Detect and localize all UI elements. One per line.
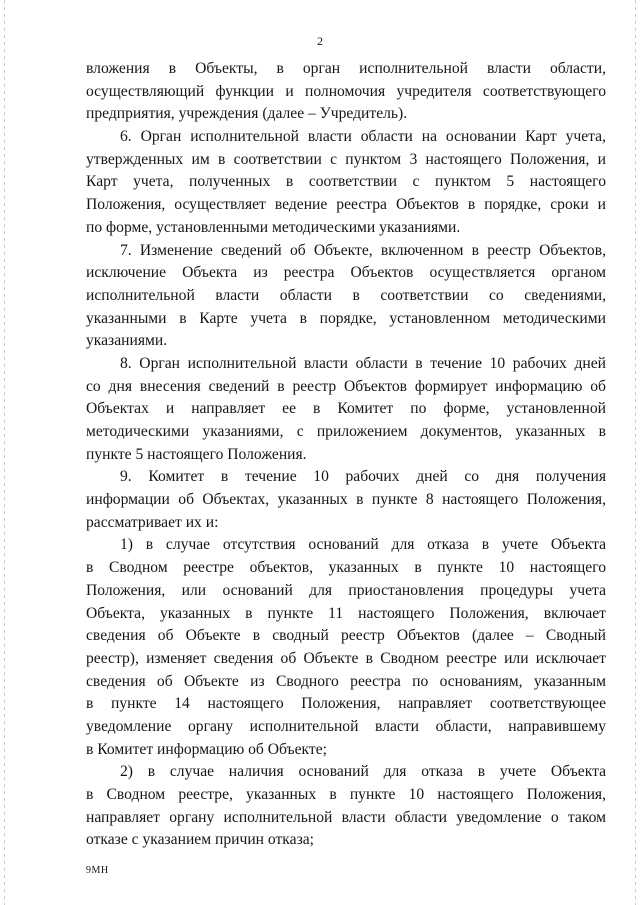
document-code: 9МН bbox=[86, 865, 109, 876]
text-line: методическими указаниями, с приложением документов, указанных в bbox=[86, 423, 606, 440]
text-line: в Комитет информацию об Объекте; bbox=[86, 740, 327, 758]
paragraph-9-first-line: 9. Комитет в течение 10 рабочих дней со дня получения bbox=[120, 468, 606, 486]
text-line: в пункте 14 настоящего Положения, направляет соответствующее bbox=[86, 695, 606, 713]
text-line: Объектах и направляет ее в Комитет по форме, установленной bbox=[86, 400, 606, 418]
text-line: исключение Объекта из реестра Объектов осуществляется органом bbox=[86, 264, 606, 282]
document-body bbox=[86, 58, 606, 852]
subitem-2-first-line: 2) в случае наличия оснований для отказа в учете Объекта bbox=[120, 763, 606, 781]
text-line: исполнительной власти области в соответствии со сведениями, bbox=[86, 286, 606, 304]
text-line: сведения об Объекте из Сводного реестра по основаниям, указанным bbox=[86, 672, 606, 690]
text-line: Карт учета, полученных в соответствии с пунктом 5 настоящего bbox=[86, 173, 606, 191]
text-line: Положения, или оснований для приостановления процедуры учета bbox=[86, 581, 606, 599]
text-line: реестр), изменяет сведения об Объекте в Сводном реестре или исключает bbox=[86, 649, 606, 667]
text-line: вложения в Объекты, в орган исполнительной власти области, bbox=[86, 60, 606, 77]
text-line: рассматривает их и: bbox=[86, 513, 219, 531]
text-line: осуществляющий функции и полномочия учредителя соответствующего bbox=[86, 82, 606, 100]
text-line: информации об Объектах, указанных в пункте 8 настоящего Положения, bbox=[86, 491, 606, 509]
scan-edge-left bbox=[4, 0, 5, 905]
text-line: пункте 5 настоящего Положения. bbox=[86, 445, 307, 463]
paragraph-6-first-line: 6. Орган исполнительной власти области на основании Карт учета, bbox=[120, 128, 606, 146]
paragraph-8-first-line: 8. Орган исполнительной власти области в течение 10 рабочих дней bbox=[120, 354, 606, 372]
text-line: указанными в Карте учета в порядке, установленном методическими bbox=[86, 309, 606, 327]
scan-edge-right bbox=[635, 0, 636, 905]
text-line: в Сводном реестре объектов, указанных в пункте 10 настоящего bbox=[86, 559, 606, 577]
text-line: утвержденных им в соответствии с пунктом 3 настоящего Положения, и bbox=[86, 150, 606, 168]
text-line: Объекта, указанных в пункте 11 настоящего Положения, включает bbox=[86, 604, 606, 622]
subitem-1-first-line: 1) в случае отсутствия оснований для отказа в учете Объекта bbox=[120, 536, 606, 554]
text-line: указаниями. bbox=[86, 332, 168, 350]
text-line: со дня внесения сведений в реестр Объектов формирует информацию об bbox=[86, 377, 606, 395]
text-line: сведения об Объекте в сводный реестр Объектов (далее – Сводный bbox=[86, 627, 606, 645]
text-line: уведомление органу исполнительной власти области, направившему bbox=[86, 717, 606, 735]
text-line: по форме, установленными методическими указаниями. bbox=[86, 218, 461, 236]
page-number: 2 bbox=[317, 34, 323, 48]
text-line: в Сводном реестре, указанных в пункте 10 настоящего Положения, bbox=[86, 786, 606, 803]
paragraph-7-first-line: 7. Изменение сведений об Объекте, включенном в реестр Объектов, bbox=[120, 241, 606, 259]
text-line: предприятия, учреждения (далее – Учредитель). bbox=[86, 105, 408, 123]
text-line: Положения, осуществляет ведение реестра Объектов в порядке, сроки и bbox=[86, 196, 606, 214]
text-line: отказе с указанием причин отказа; bbox=[86, 831, 314, 849]
text-line: направляет органу исполнительной власти области уведомление о таком bbox=[86, 808, 606, 826]
